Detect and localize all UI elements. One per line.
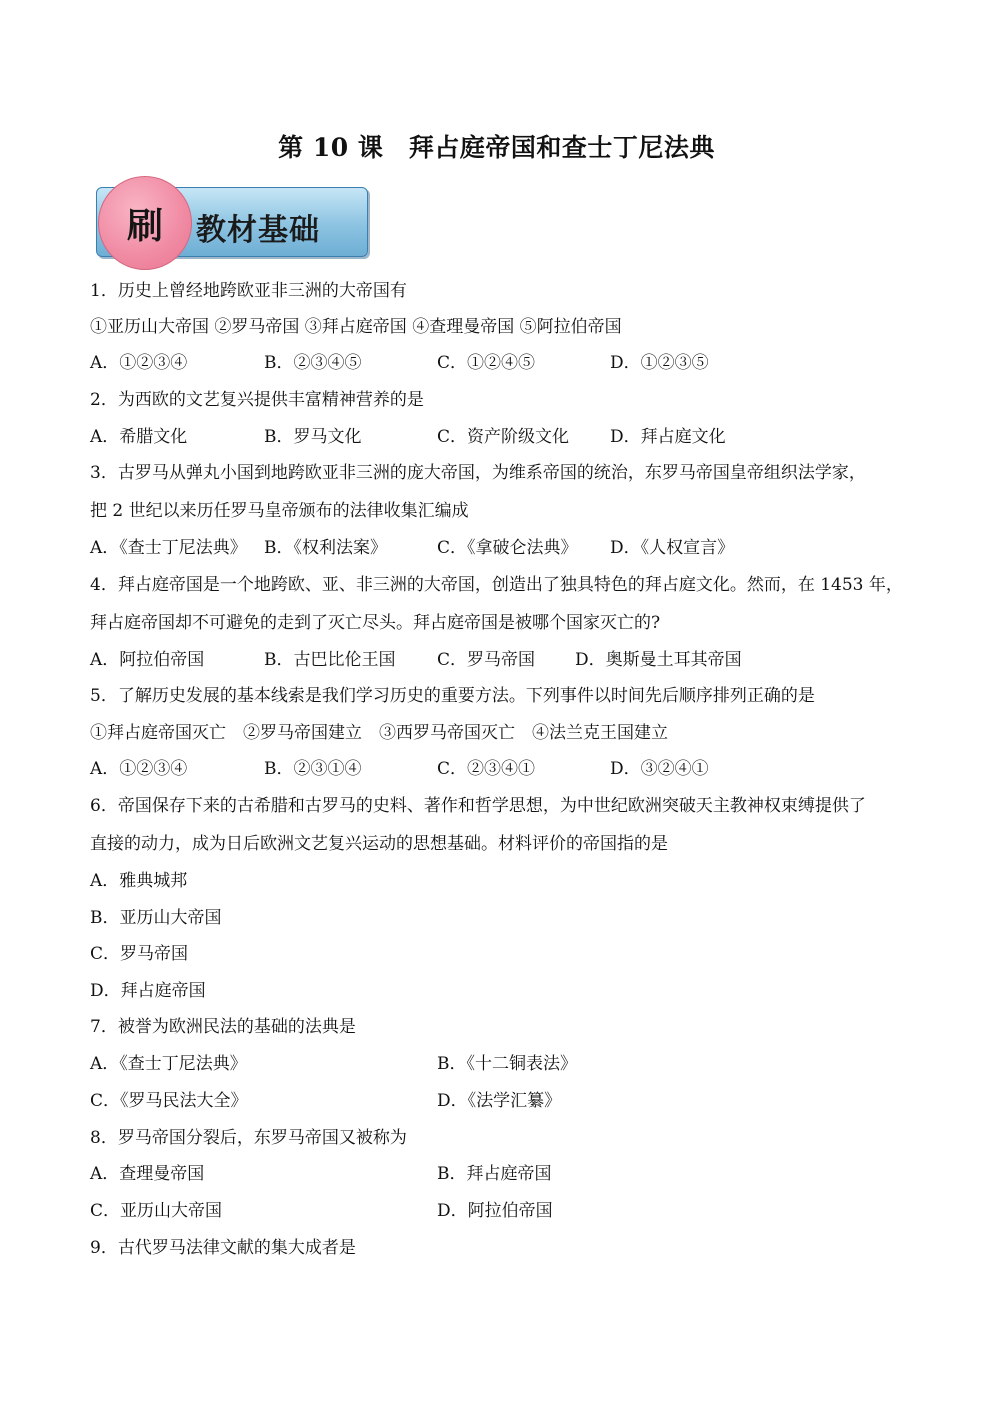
question-5-option-a: A．①②③④ <box>90 759 188 779</box>
question-7-stem-line-1: 7．被誉为欧洲民法的基础的法典是 <box>90 1017 356 1037</box>
question-7-option-b: B．《十二铜表法》 <box>437 1054 577 1074</box>
question-4-option-b: B．古巴比伦王国 <box>264 650 396 670</box>
banner-label: 教材基础 <box>196 213 320 248</box>
question-2-option-c: C．资产阶级文化 <box>437 427 570 447</box>
question-1-stem-line-2: ①亚历山大帝国 ②罗马帝国 ③拜占庭帝国 ④查理曼帝国 ⑤阿拉伯帝国 <box>90 317 622 337</box>
question-1-option-a: A．①②③④ <box>90 353 188 373</box>
question-3-option-a: A．《查士丁尼法典》 <box>90 538 247 558</box>
question-4-option-d: D．奥斯曼土耳其帝国 <box>575 650 742 670</box>
question-8-stem-line-1: 8．罗马帝国分裂后，东罗马帝国又被称为 <box>90 1128 407 1148</box>
question-5-stem-line-2: ①拜占庭帝国灭亡 ②罗马帝国建立 ③西罗马帝国灭亡 ④法兰克王国建立 <box>90 723 668 743</box>
page-title: 第 10 课 拜占庭帝国和查士丁尼法典 <box>278 133 715 162</box>
question-8-option-a: A．查理曼帝国 <box>90 1164 205 1184</box>
question-4-stem-line-1: 4．拜占庭帝国是一个地跨欧、亚、非三洲的大帝国，创造出了独具特色的拜占庭文化。然而，在 1453 年， <box>90 575 903 595</box>
question-2-option-a: A．希腊文化 <box>90 427 188 447</box>
question-8-option-d: D．阿拉伯帝国 <box>437 1201 553 1221</box>
question-3-option-b: B．《权利法案》 <box>264 538 387 558</box>
question-8-option-c: C．亚历山大帝国 <box>90 1201 223 1221</box>
question-3-option-d: D．《人权宣言》 <box>610 538 735 558</box>
banner-badge: 刷 <box>98 176 192 270</box>
question-6-stem-line-1: 6．帝国保存下来的古希腊和古罗马的史料、著作和哲学思想，为中世纪欧洲突破天主教神权束缚提供了 <box>90 796 866 816</box>
question-2-stem-line-1: 2．为西欧的文艺复兴提供丰富精神营养的是 <box>90 390 424 410</box>
question-1-option-c: C．①②④⑤ <box>437 353 536 373</box>
question-7-option-d: D．《法学汇纂》 <box>437 1091 562 1111</box>
question-5-option-d: D．③②④① <box>610 759 709 779</box>
question-2-option-d: D．拜占庭文化 <box>610 427 726 447</box>
question-6-option-a: A．雅典城邦 <box>90 871 188 891</box>
question-6-option-d: D．拜占庭帝国 <box>90 981 206 1001</box>
question-6-option-c: C．罗马帝国 <box>90 944 189 964</box>
question-1-stem-line-1: 1．历史上曾经地跨欧亚非三洲的大帝国有 <box>90 281 407 301</box>
question-9-stem-line-1: 9．古代罗马法律文献的集大成者是 <box>90 1238 356 1258</box>
section-banner <box>96 185 368 257</box>
question-6-stem-line-2: 直接的动力，成为日后欧洲文艺复兴运动的思想基础。材料评价的帝国指的是 <box>90 834 668 854</box>
question-4-stem-line-2: 拜占庭帝国却不可避免的走到了灭亡尽头。拜占庭帝国是被哪个国家灭亡的? <box>90 613 661 633</box>
question-5-option-c: C．②③④① <box>437 759 536 779</box>
question-5-stem-line-1: 5．了解历史发展的基本线索是我们学习历史的重要方法。下列事件以时间先后顺序排列正确的是 <box>90 686 815 706</box>
question-8-option-b: B．拜占庭帝国 <box>437 1164 552 1184</box>
question-4-option-a: A．阿拉伯帝国 <box>90 650 205 670</box>
question-2-option-b: B．罗马文化 <box>264 427 362 447</box>
question-3-stem-line-1: 3．古罗马从弹丸小国到地跨欧亚非三洲的庞大帝国，为维系帝国的统治，东罗马帝国皇帝组织法学家， <box>90 463 866 483</box>
question-3-stem-line-2: 把 2 世纪以来历任罗马皇帝颁布的法律收集汇编成 <box>90 501 469 521</box>
question-7-option-a: A．《查士丁尼法典》 <box>90 1054 247 1074</box>
question-1-option-b: B．②③④⑤ <box>264 353 362 373</box>
question-4-option-c: C．罗马帝国 <box>437 650 536 670</box>
question-3-option-c: C．《拿破仑法典》 <box>437 538 578 558</box>
question-1-option-d: D．①②③⑤ <box>610 353 709 373</box>
question-6-option-b: B．亚历山大帝国 <box>90 908 222 928</box>
question-7-option-c: C．《罗马民法大全》 <box>90 1091 248 1111</box>
question-5-option-b: B．②③①④ <box>264 759 362 779</box>
